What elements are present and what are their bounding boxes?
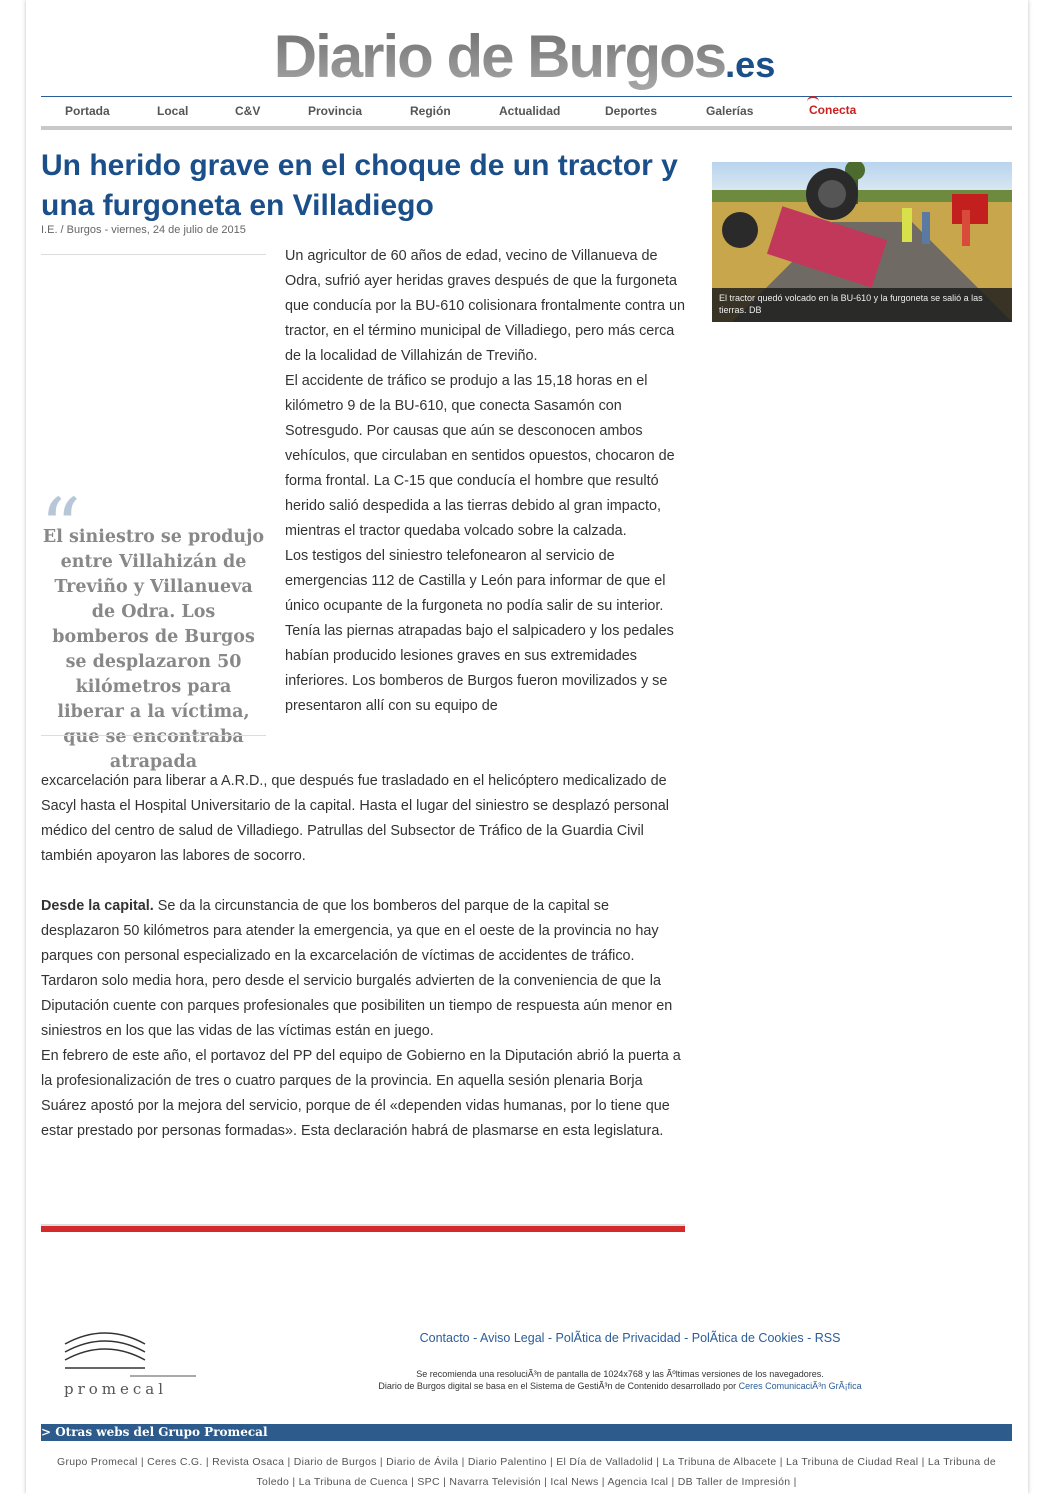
nav-item-deportes[interactable]: Deportes <box>605 104 658 118</box>
nav-item-portada[interactable]: Portada <box>65 104 110 118</box>
article-headline: Un herido grave en el choque de un tractor y una furgoneta en Villadiego <box>41 149 678 222</box>
photo-caption: El tractor quedó volcado en la BU-610 y la furgoneta se salió a las tierras. DB <box>712 288 1012 322</box>
nav-item-actualidad[interactable]: Actualidad <box>499 104 561 118</box>
wifi-icon <box>807 96 819 106</box>
paragraph: Un agricultor de 60 años de edad, vecino de Villanueva de Odra, sufrió ayer heridas graves después de que la furgoneta que conducía por la BU-610 colisionara frontalmente contra un tractor, en el término municipal de Villadiego, pero más cerca de la localidad de Villahizán de Treviño. <box>285 248 685 364</box>
nav-item-local[interactable]: Local <box>157 104 189 118</box>
pullquote-rule-top <box>41 254 266 255</box>
pullquote-rule-bottom <box>41 735 266 736</box>
site-logo[interactable] <box>0 22 1049 91</box>
group-sites-links[interactable]: Grupo Promecal | Ceres C.G. | Revista Osaca | Diario de Burgos | Diario de Ávila | Diario Palentino | El Día de Valladolid | La Tribuna de Albacete | La Tribuna de Ciudad Real | La Tribuna de Toledo | La Tribuna de Cuenca | SPC | Navarra Televisión | Ical News | Agencia Ical | DB Taller de Impresión | <box>56 1456 997 1488</box>
nav-item-conecta[interactable]: Conecta <box>809 103 856 117</box>
paragraph: En febrero de este año, el portavoz del PP del equipo de Gobierno en la Diputación abrió la puerta a la profesionalización de tres o cuatro parques de la provincia. En aquella sesión plenaria Borja Suárez apostó por la mejora del servicio, porque de él «dependen vidas humanas, por lo tiene que estar prestado por personas formadas». Esta declaración habrá de plasmarse en esta legislatura. <box>41 1048 681 1139</box>
logo-wordmark: Diario de Burgos.es <box>273 23 776 90</box>
nav-item-region[interactable]: Región <box>410 104 451 118</box>
paragraph: Los testigos del siniestro telefonearon al servicio de emergencias 112 de Castilla y León para informar de que el único ocupante de la furgoneta no podía salir de su interior. Tenía las piernas atrapadas bajo el salpicadero y los pedales habían producido lesiones graves en sus extremidades inferiores. Los bomberos de Burgos fueron movilizados y se presentaron allí con su equipo de <box>285 548 674 714</box>
article-end-rule <box>41 1224 685 1232</box>
group-sites-header: > Otras webs del Grupo Promecal <box>41 1424 1012 1441</box>
article-body-wide <box>41 769 685 869</box>
quote-icon: “ <box>40 481 81 574</box>
nav-item-cv[interactable]: C&V <box>235 104 261 118</box>
article-byline: I.E. / Burgos - viernes, 24 de julio de 2015 <box>41 224 246 236</box>
nav-item-provincia[interactable]: Provincia <box>308 104 363 118</box>
nav-item-galerias[interactable]: Galerías <box>706 104 754 118</box>
paragraph: Desde la capital. Se da la circunstancia de que los bomberos del parque de la capital se desplazaron 50 kilómetros para atender la emergencia, ya que en el oeste de la provincia no hay parques con personal especializado en la excarcelación de víctimas de accidentes de tráfico. Tardaron solo media hora, pero desde el servicio burgalés advierten de la conveniencia de que la Diputación cuente con parques profesionales que posibiliten un tiempo de respuesta aún menor en siniestros en los que las vidas de las víctimas están en juego. <box>41 898 673 1039</box>
paragraph: excarcelación para liberar a A.R.D., que después fue trasladado en el helicóptero medicalizado de Sacyl hasta el Hospital Universitario de la capital. Hasta el lugar del siniestro se desplazó personal médico del centro de salud de Villadiego. Patrullas del Subsector de Tráfico de la Guardia Civil también apoyaron las labores de socorro. <box>41 773 669 864</box>
paragraph: El accidente de tráfico se produjo a las 15,18 horas en el kilómetro 9 de la BU-610, que conecta Sasamón con Sotresgudo. Por causas que aún se desconocen ambos vehículos, que circulaban en sentidos opuestos, chocaron de forma frontal. La C-15 que conducía el hombre que resultó herido salió despedida a las tierras debido al gran impacto, mientras el tractor quedaba volcado sobre la calzada. <box>285 373 675 539</box>
footer-links[interactable]: Contacto - Aviso Legal - PolÃtica de Privacidad - PolÃtica de Cookies - RSS <box>419 1331 841 1345</box>
pullquote: El siniestro se produjo entre Villahizán de Treviño y Villanueva de Odra. Los bomberos de Burgos se desplazaron 50 kilómetros para liberar a la víctima, que se encontraba atrapada <box>42 527 265 772</box>
ceres-link[interactable]: Ceres ComunicaciÃ³n GrÃ¡fica <box>738 1381 862 1391</box>
main-nav <box>41 96 1012 130</box>
section-title: Desde la capital. <box>41 898 154 914</box>
article-body-column <box>285 244 685 719</box>
footer-note: Se recomienda una resoluciÃ³n de pantalla de 1024x768 y las Ãºltimas versiones de los navegadores. Diario de Burgos digital se basa en el Sistema de GestiÃ³n de Contenido desarrollado por Ceres ComunicaciÃ³n GrÃ¡fica <box>378 1369 862 1391</box>
promecal-wordmark: promecal <box>64 1380 168 1398</box>
article-section <box>41 894 685 1144</box>
